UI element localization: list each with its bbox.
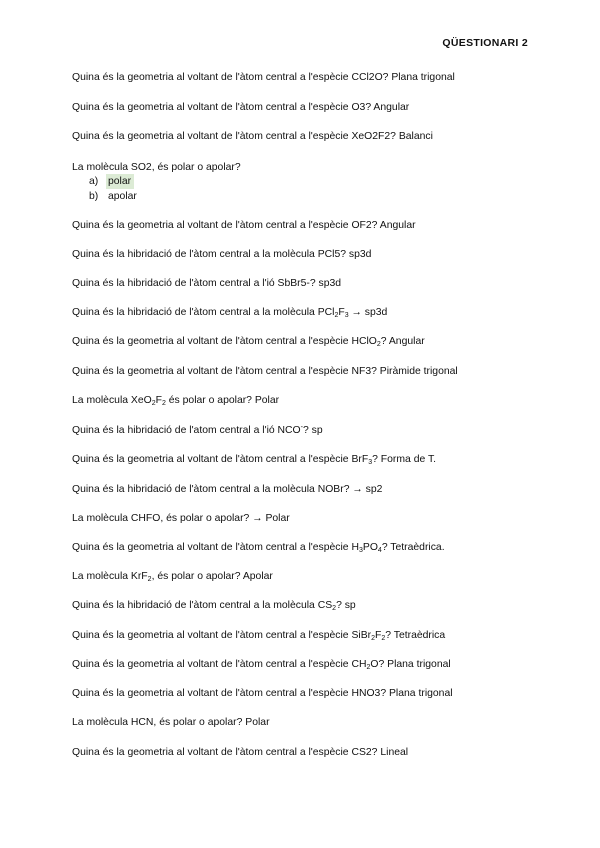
question-13: Quina és la geometria al voltant de l'àtom central a l'espècie BrF$_3$? Forma de T.: [72, 454, 437, 466]
question-3: Quina és la geometria al voltant de l'àtom central a l'espècie XeO2F2? Balanci: [72, 131, 433, 142]
question-14: Quina és la hibridació de l'àtom central a la molècula NOBr? → sp2: [72, 484, 383, 495]
question-21: Quina és la geometria al voltant de l'àtom central a l'espècie HNO3? Plana trigonal: [72, 688, 453, 699]
option-label: b): [89, 191, 99, 202]
option-a: [89, 174, 137, 189]
option-label: a): [89, 176, 99, 187]
question-8: Quina és la hibridació de l'àtom central a la molècula $PCl_2F_3 \to sp3d$: [72, 307, 388, 319]
answer-options: [89, 174, 137, 204]
question-4: La molècula SO2, és polar o apolar?: [72, 162, 241, 173]
question-17: La molècula KrF$_2$, és polar o apolar? Apolar: [72, 571, 273, 583]
question-6: Quina és la hibridació de l'àtom central a la molècula PCl5? sp3d: [72, 249, 372, 260]
question-7: Quina és la hibridació de l'àtom central a l'ió SbBr5-? sp3d: [72, 278, 342, 289]
option-text: apolar: [108, 191, 137, 202]
question-20: Quina és la geometria al voltant de l'àtom central a l'espècie $CH_2O$? Plana trigonal: [72, 659, 451, 671]
question-1: Quina és la geometria al voltant de l'àtom central a l'espècie CCl2O? Plana trigonal: [72, 72, 455, 83]
option-b: [89, 189, 137, 204]
question-22: La molècula HCN, és polar o apolar? Polar: [72, 717, 270, 728]
question-19: Quina és la geometria al voltant de l'àtom central a l'espècie $SiBr_2F_2$? Tetraèdrica: [72, 630, 446, 642]
question-15: La molècula CHFO, és polar o apolar? → Polar: [72, 513, 290, 524]
question-9: Quina és la geometria al voltant de l'àtom central a l'espècie HClO$_2$? Angular: [72, 336, 425, 348]
question-23: Quina és la geometria al voltant de l'àtom central a l'espècie CS2? Lineal: [72, 747, 409, 758]
question-11: La molècula $XeO_2F_2$ és polar o apolar? Polar: [72, 395, 280, 407]
question-12: Quina és la hibridació de l'atom central a l'ió NCO-? sp: [72, 424, 323, 436]
question-10: Quina és la geometria al voltant de l'àtom central a l'espècie NF3? Piràmide trigonal: [72, 366, 458, 377]
question-18: Quina és la hibridació de l'àtom central a la molècula $CS_2$? sp: [72, 600, 356, 612]
question-5: Quina és la geometria al voltant de l'àtom central a l'espècie OF2? Angular: [72, 220, 416, 231]
question-2: Quina és la geometria al voltant de l'àtom central a l'espècie O3? Angular: [72, 102, 410, 113]
option-text-highlighted: polar: [106, 174, 134, 189]
question-16: Quina és la geometria al voltant de l'àtom central a l'espècie $H_3PO_4$? Tetraèdrica.: [72, 542, 445, 554]
document-title: QÜESTIONARI 2: [442, 37, 528, 49]
